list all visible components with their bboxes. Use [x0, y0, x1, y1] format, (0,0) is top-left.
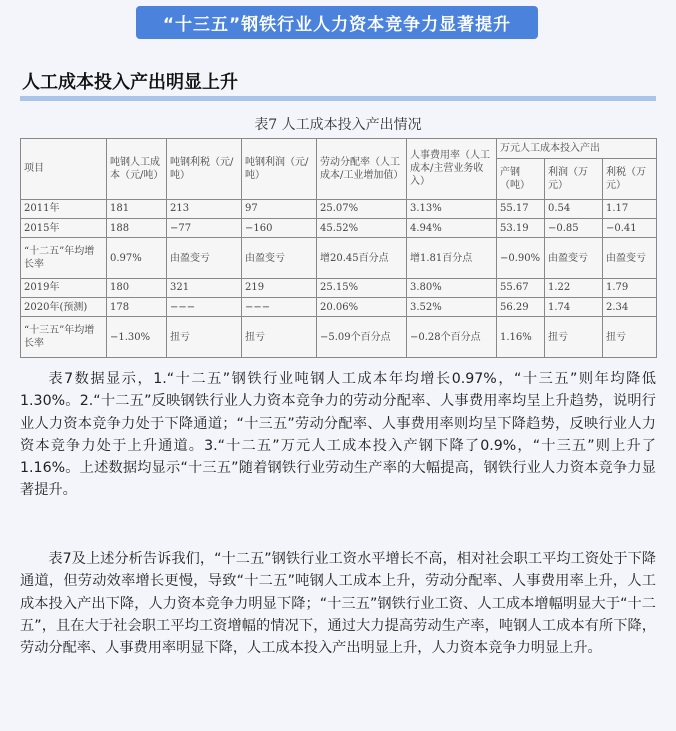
cell: 4.94% — [407, 219, 497, 238]
table-row — [21, 278, 657, 297]
cell: 3.80% — [407, 278, 497, 297]
header-group-output: 万元人工成本投入产出 — [497, 139, 657, 159]
header-personnel-rate: 人事费用率（人工成本/主营业务收入） — [407, 139, 497, 200]
row-label: “十三五”年均增长率 — [21, 317, 107, 358]
table-row — [21, 238, 657, 279]
cell: 178 — [107, 298, 167, 317]
header-labor-share: 劳动分配率（人工成本/工业增加值） — [317, 139, 407, 200]
row-label: 2019年 — [21, 278, 107, 297]
cell: −5.09个百分点 — [317, 317, 407, 358]
cell: −0.41 — [603, 219, 657, 238]
cell: 181 — [107, 199, 167, 218]
header-profit-per-ton: 吨钢利润（元/吨） — [242, 139, 317, 200]
cell: 97 — [242, 199, 317, 218]
cell: −0.85 — [545, 219, 603, 238]
article-banner — [136, 6, 538, 39]
cell: 219 — [242, 278, 317, 297]
table-row — [21, 298, 657, 317]
banner-title: “十三五”钢铁行业人力资本竞争力显著提升 — [162, 15, 512, 35]
cell: 3.52% — [407, 298, 497, 317]
row-label: 2015年 — [21, 219, 107, 238]
cell: 1.22 — [545, 278, 603, 297]
cell: −160 — [242, 219, 317, 238]
cell: 56.29 — [497, 298, 545, 317]
cell: 扭亏 — [545, 317, 603, 358]
labor-cost-table — [20, 138, 657, 358]
cell: 1.17 — [603, 199, 657, 218]
cell: 188 — [107, 219, 167, 238]
cell: −−− — [167, 298, 242, 317]
cell: 321 — [167, 278, 242, 297]
header-item: 项目 — [21, 139, 107, 200]
table-caption: 表7 人工成本投入产出情况 — [254, 117, 422, 133]
cell: 55.67 — [497, 278, 545, 297]
cell: −0.28个百分点 — [407, 317, 497, 358]
row-label: 2011年 — [21, 199, 107, 218]
table-row — [21, 199, 657, 218]
row-label: “十二五”年均增长率 — [21, 238, 107, 279]
cell: 213 — [167, 199, 242, 218]
table-row — [21, 219, 657, 238]
cell: −77 — [167, 219, 242, 238]
cell: −1.30% — [107, 317, 167, 358]
analysis-paragraph-1: 表7数据显示，1.“十二五”钢铁行业吨钢人工成本年均增长0.97%，“十三五”则年均降低1.30%。2.“十二五”反映钢铁行业人力资本竞争力的劳动分配率、人事费用率均呈上升趋势，说明行业人力资本竞争力处于下降通道；“十三五”劳动分配率、人事费用率则均呈下降趋势，反映行业人力资本竞争力处于上升通道。3.“十二五”万元人工成本投入产钢下降了0.9%，“十三五”则上升了1.16%。上述数据均显示“十三五”随着钢铁行业劳动生产率的大幅提高，钢铁行业人力资本竞争力显著提升。 — [20, 371, 656, 499]
cell: −−− — [242, 298, 317, 317]
cell: 20.06% — [317, 298, 407, 317]
cell: 2.34 — [603, 298, 657, 317]
cell: 1.74 — [545, 298, 603, 317]
table-row — [21, 317, 657, 358]
cell: 由盈变亏 — [545, 238, 603, 279]
cell: 0.97% — [107, 238, 167, 279]
section-divider — [20, 96, 656, 101]
header-tax-per-ton: 吨钢利税（元/吨） — [167, 139, 242, 200]
cell: 1.16% — [497, 317, 545, 358]
cell: −0.90% — [497, 238, 545, 279]
cell: 180 — [107, 278, 167, 297]
cell: 扭亏 — [167, 317, 242, 358]
header-sub-steel: 产钢（吨） — [497, 159, 545, 200]
cell: 扭亏 — [603, 317, 657, 358]
cell: 0.54 — [545, 199, 603, 218]
header-sub-tax: 利税（万元） — [603, 159, 657, 200]
cell: 53.19 — [497, 219, 545, 238]
cell: 增20.45百分点 — [317, 238, 407, 279]
cell: 由盈变亏 — [242, 238, 317, 279]
cell: 55.17 — [497, 199, 545, 218]
cell: 3.13% — [407, 199, 497, 218]
cell: 45.52% — [317, 219, 407, 238]
analysis-paragraph-2: 表7及上述分析告诉我们，“十二五”钢铁行业工资水平增长不高，相对社会职工平均工资处于下降通道，但劳动效率增长更慢，导致“十二五”吨钢人工成本上升，劳动分配率、人事费用率上升，人工成本投入产出下降，人力资本竞争力明显下降；“十三五”钢铁行业工资、人工成本增幅明显大于“十二五”，且在大于社会职工平均工资增幅的情况下，通过大力提高劳动生产率，吨钢人工成本有所下降，劳动分配率、人事费用率明显下降，人工成本投入产出明显上升，人力资本竞争力明显上升。 — [20, 551, 656, 657]
cell: 25.15% — [317, 278, 407, 297]
cell: 扭亏 — [242, 317, 317, 358]
cell: 1.79 — [603, 278, 657, 297]
section-title: 人工成本投入产出明显上升 — [22, 72, 238, 93]
cell: 25.07% — [317, 199, 407, 218]
header-sub-profit: 利润（万元） — [545, 159, 603, 200]
cell: 由盈变亏 — [167, 238, 242, 279]
header-cost-per-ton: 吨钢人工成本（元/吨） — [107, 139, 167, 200]
row-label: 2020年(预测) — [21, 298, 107, 317]
cell: 增1.81百分点 — [407, 238, 497, 279]
cell: 由盈变亏 — [603, 238, 657, 279]
